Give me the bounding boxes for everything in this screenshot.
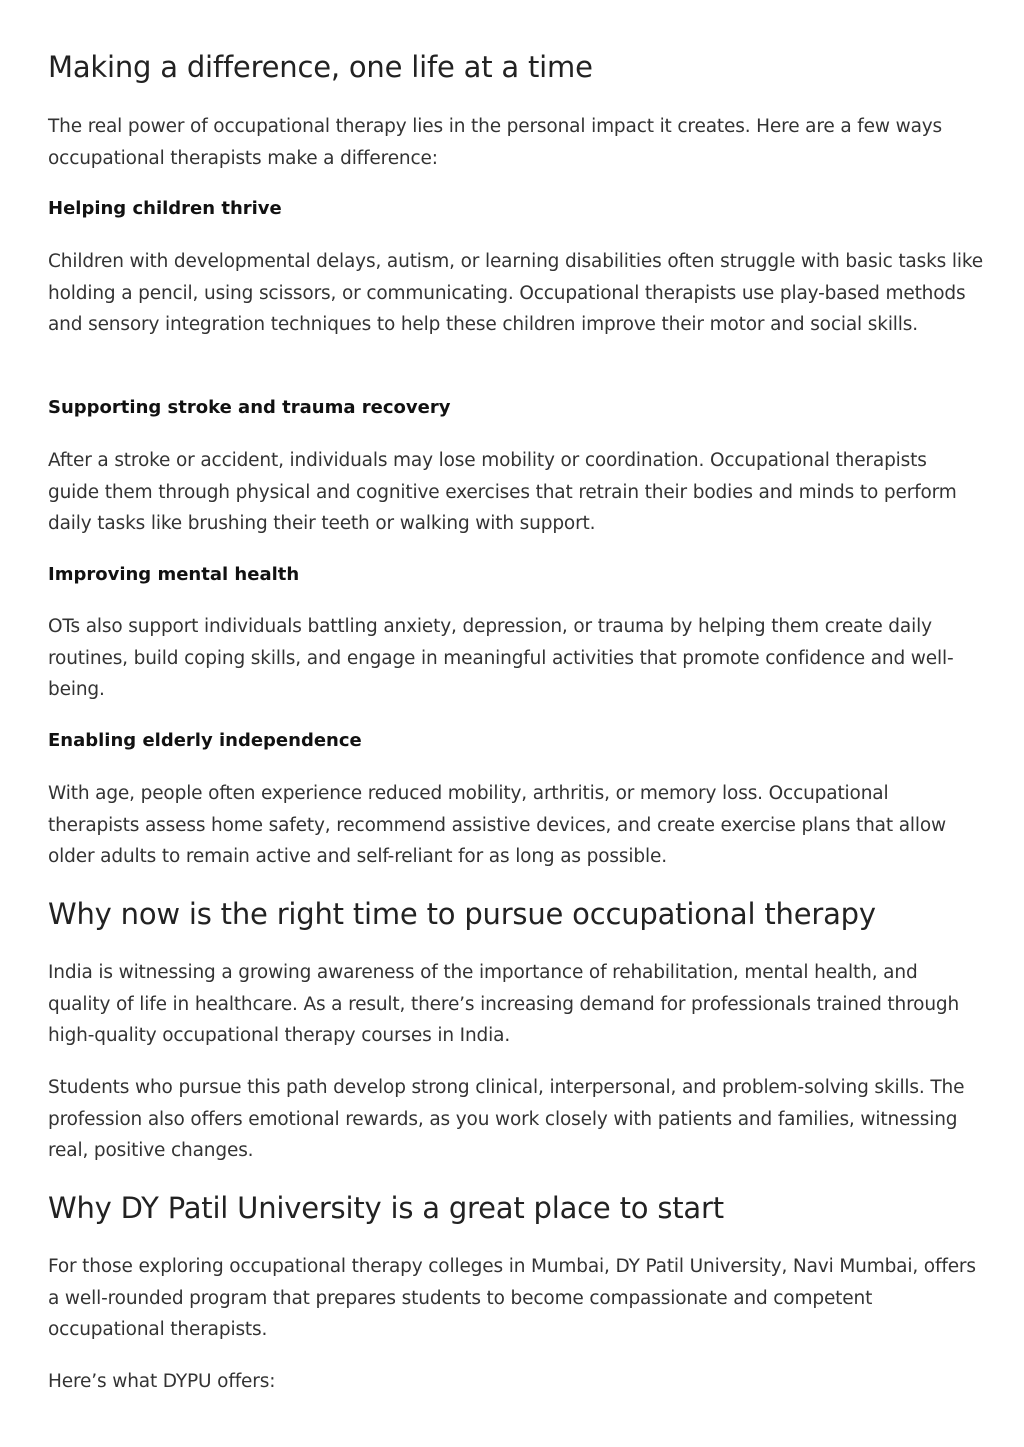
paragraph-why-now-1: India is witnessing a growing awareness of the importance of rehabilitation, mental health, and quality of life in healthcare. As a result, there’s increasing demand for professionals trained through high-quality occupational therapy courses in India. (48, 962, 960, 1046)
paragraph-stroke-recovery: After a stroke or accident, individuals may lose mobility or coordination. Occupational therapists guide them through physical and cognitive exercises that retrain their bodies and minds to perform daily tasks like brushing their teeth or walking with support. (48, 450, 957, 534)
paragraph-why-dypu-1: For those exploring occupational therapy colleges in Mumbai, DY Patil University, Navi Mumbai, offers a well-rounded program that prepares students to become compassionate and competent occupational therapists. (48, 1256, 976, 1340)
subheading-stroke-recovery: Supporting stroke and trauma recovery (48, 397, 451, 418)
subheading-mental-health: Improving mental health (48, 564, 300, 585)
section-heading-why-now: Why now is the right time to pursue occupational therapy (48, 897, 876, 931)
paragraph-mental-health: OTs also support individuals battling anxiety, depression, or trauma by helping them create daily routines, build coping skills, and engage in meaningful activities that promote confidence and well-being. (48, 616, 954, 700)
section-heading-why-dypu: Why DY Patil University is a great place to start (48, 1191, 724, 1225)
paragraph-why-dypu-2: Here’s what DYPU offers: (48, 1371, 276, 1392)
paragraph-helping-children: Children with developmental delays, autism, or learning disabilities often struggle with basic tasks like holding a pencil, using scissors, or communicating. Occupational therapists use play-based methods and sensory integration techniques to help these children improve their motor and social skills. (48, 251, 984, 335)
paragraph-why-now-2: Students who pursue this path develop strong clinical, interpersonal, and problem-solving skills. The profession also offers emotional rewards, as you work closely with patients and families, witnessing real, positive changes. (48, 1077, 965, 1161)
subheading-elderly-independence: Enabling elderly independence (48, 730, 362, 751)
section-heading-making-difference: Making a difference, one life at a time (48, 50, 593, 84)
subheading-helping-children: Helping children thrive (48, 198, 282, 219)
intro-paragraph: The real power of occupational therapy lies in the personal impact it creates. Here are a few ways occupational therapists make a difference: (48, 116, 943, 169)
paragraph-elderly-independence: With age, people often experience reduced mobility, arthritis, or memory loss. Occupational therapists assess home safety, recommend assistive devices, and create exercise plans that allow older adults to remain active and self-reliant for as long as possible. (48, 783, 947, 867)
